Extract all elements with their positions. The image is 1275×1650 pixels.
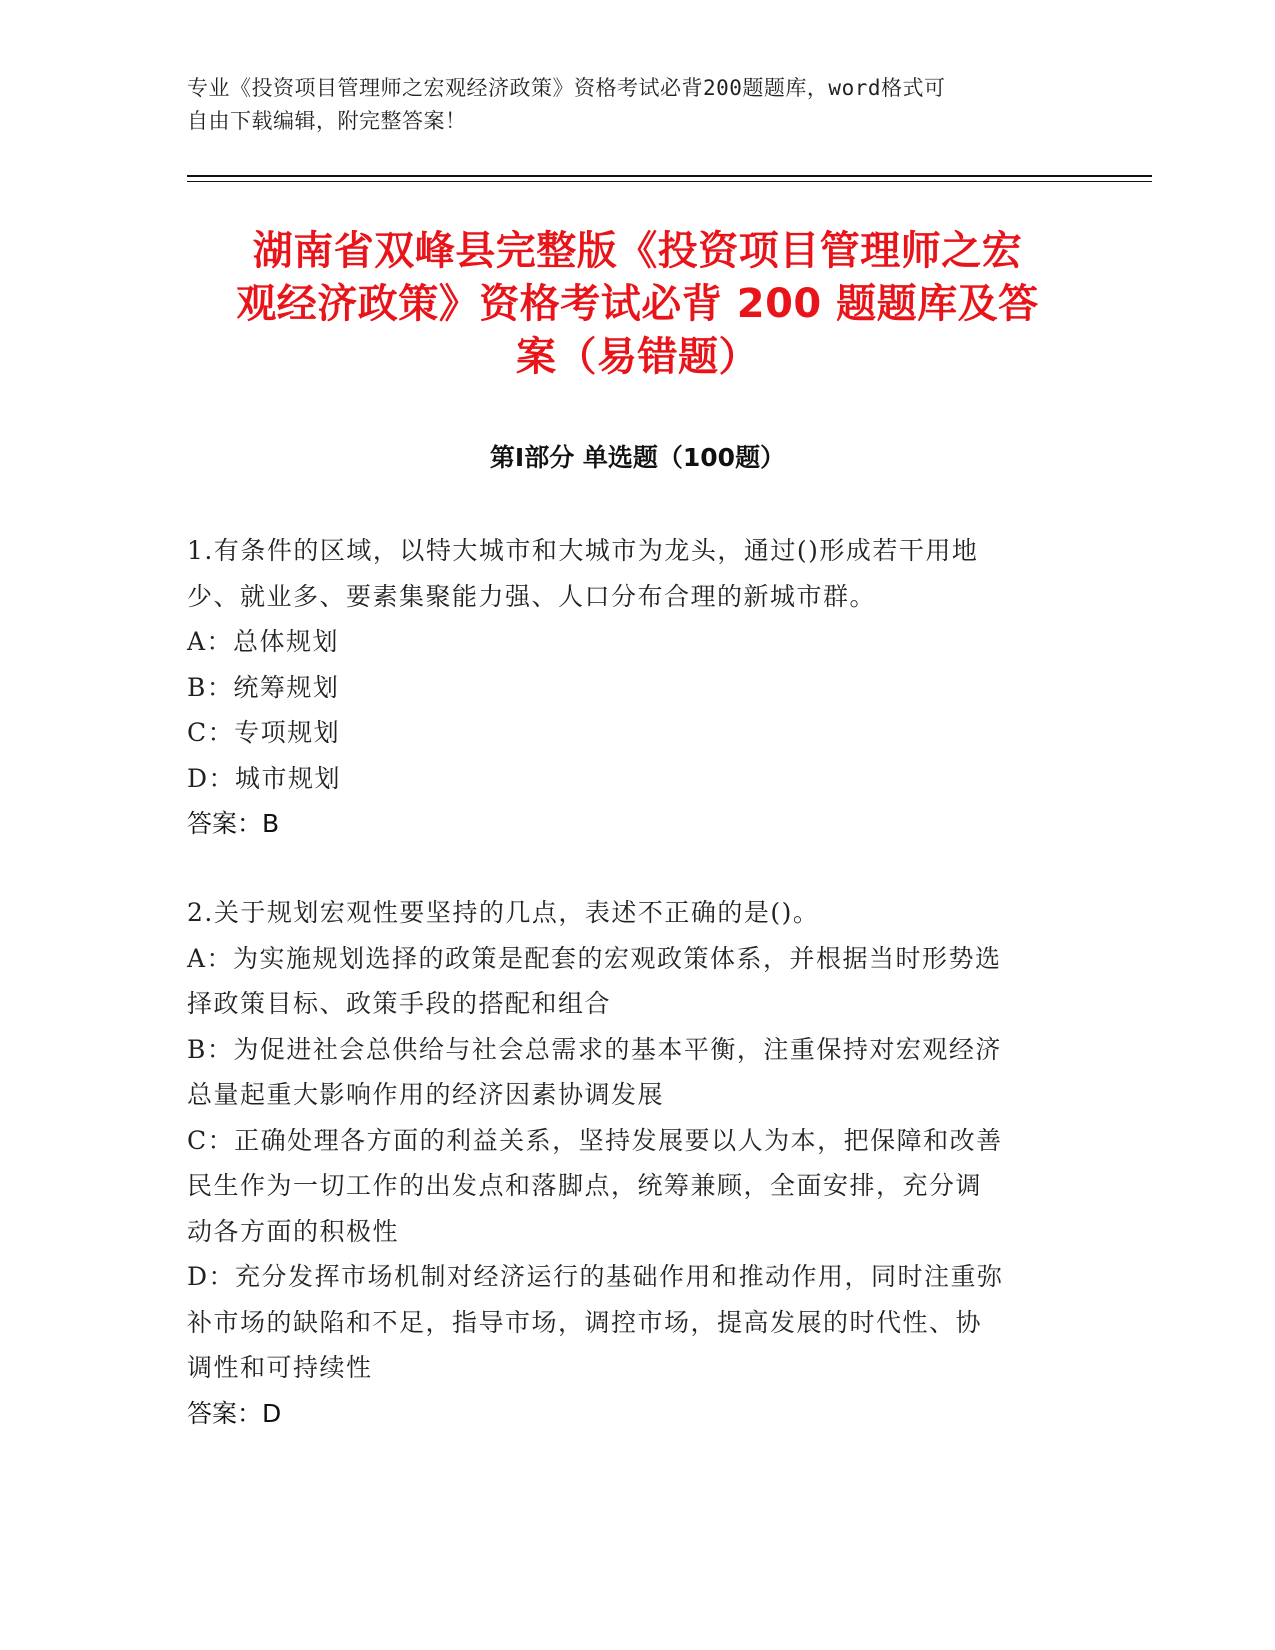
answer-label: 答案： xyxy=(187,809,263,838)
question-stem-line: 1.有条件的区域，以特大城市和大城市为龙头，通过()形成若干用地 xyxy=(187,536,979,565)
question-1 xyxy=(187,528,1087,847)
option-line: 择政策目标、政策手段的搭配和组合 xyxy=(187,989,612,1018)
option-a xyxy=(187,936,1087,1027)
header-note xyxy=(187,72,1067,138)
option-line: B：为促进社会总供给与社会总需求的基本平衡，注重保持对宏观经济 xyxy=(187,1034,1002,1064)
section-heading: 第Ⅰ部分 单选题（100题） xyxy=(489,443,786,472)
title-line: 湖南省双峰县完整版《投资项目管理师之宏 xyxy=(252,228,1023,274)
title-line: 案（易错题） xyxy=(516,334,759,380)
option-line: 调性和可持续性 xyxy=(187,1353,373,1382)
option-b xyxy=(187,1027,1087,1118)
question-2 xyxy=(187,890,1087,1436)
option-c: C：专项规划 xyxy=(187,718,341,747)
option-line: 补市场的缺陷和不足，指导市场，调控市场，提高发展的时代性、协 xyxy=(187,1307,983,1337)
option-line: A：为实施规划选择的政策是配套的宏观政策体系，并根据当时形势选 xyxy=(187,943,1002,973)
title-line: 观经济政策》资格考试必背 200 题题库及答 xyxy=(236,281,1039,327)
question-stem-line: 2.关于规划宏观性要坚持的几点，表述不正确的是()。 xyxy=(187,898,820,927)
option-b: B：统筹规划 xyxy=(187,672,340,702)
header-divider-thick xyxy=(187,175,1152,177)
option-line: 民生作为一切工作的出发点和落脚点，统筹兼顾，全面安排，充分调 xyxy=(187,1171,983,1200)
header-note-line: 专业《投资项目管理师之宏观经济政策》资格考试必背200题题库，word格式可 xyxy=(187,76,946,100)
option-d xyxy=(187,1254,1087,1391)
answer-line xyxy=(187,801,1087,847)
header-divider-thin xyxy=(187,181,1152,182)
header-note-line: 自由下载编辑，附完整答案！ xyxy=(187,109,467,133)
option-line: D：充分发挥市场机制对经济运行的基础作用和推动作用，同时注重弥 xyxy=(187,1262,1004,1291)
option-line: 动各方面的积极性 xyxy=(187,1216,400,1246)
answer-value: B xyxy=(262,809,280,838)
option-a: A：总体规划 xyxy=(187,627,340,656)
answer-label: 答案： xyxy=(187,1398,263,1428)
document-title xyxy=(190,225,1085,384)
question-stem-line: 少、就业多、要素集聚能力强、人口分布合理的新城市群。 xyxy=(187,581,877,611)
option-d: D：城市规划 xyxy=(187,763,342,793)
option-c xyxy=(187,1118,1087,1255)
option-line: C：正确处理各方面的利益关系，坚持发展要以人为本，把保障和改善 xyxy=(187,1125,1003,1155)
answer-line xyxy=(187,1391,1087,1437)
option-line: 总量起重大影响作用的经济因素协调发展 xyxy=(187,1080,665,1109)
answer-value: D xyxy=(262,1398,282,1428)
